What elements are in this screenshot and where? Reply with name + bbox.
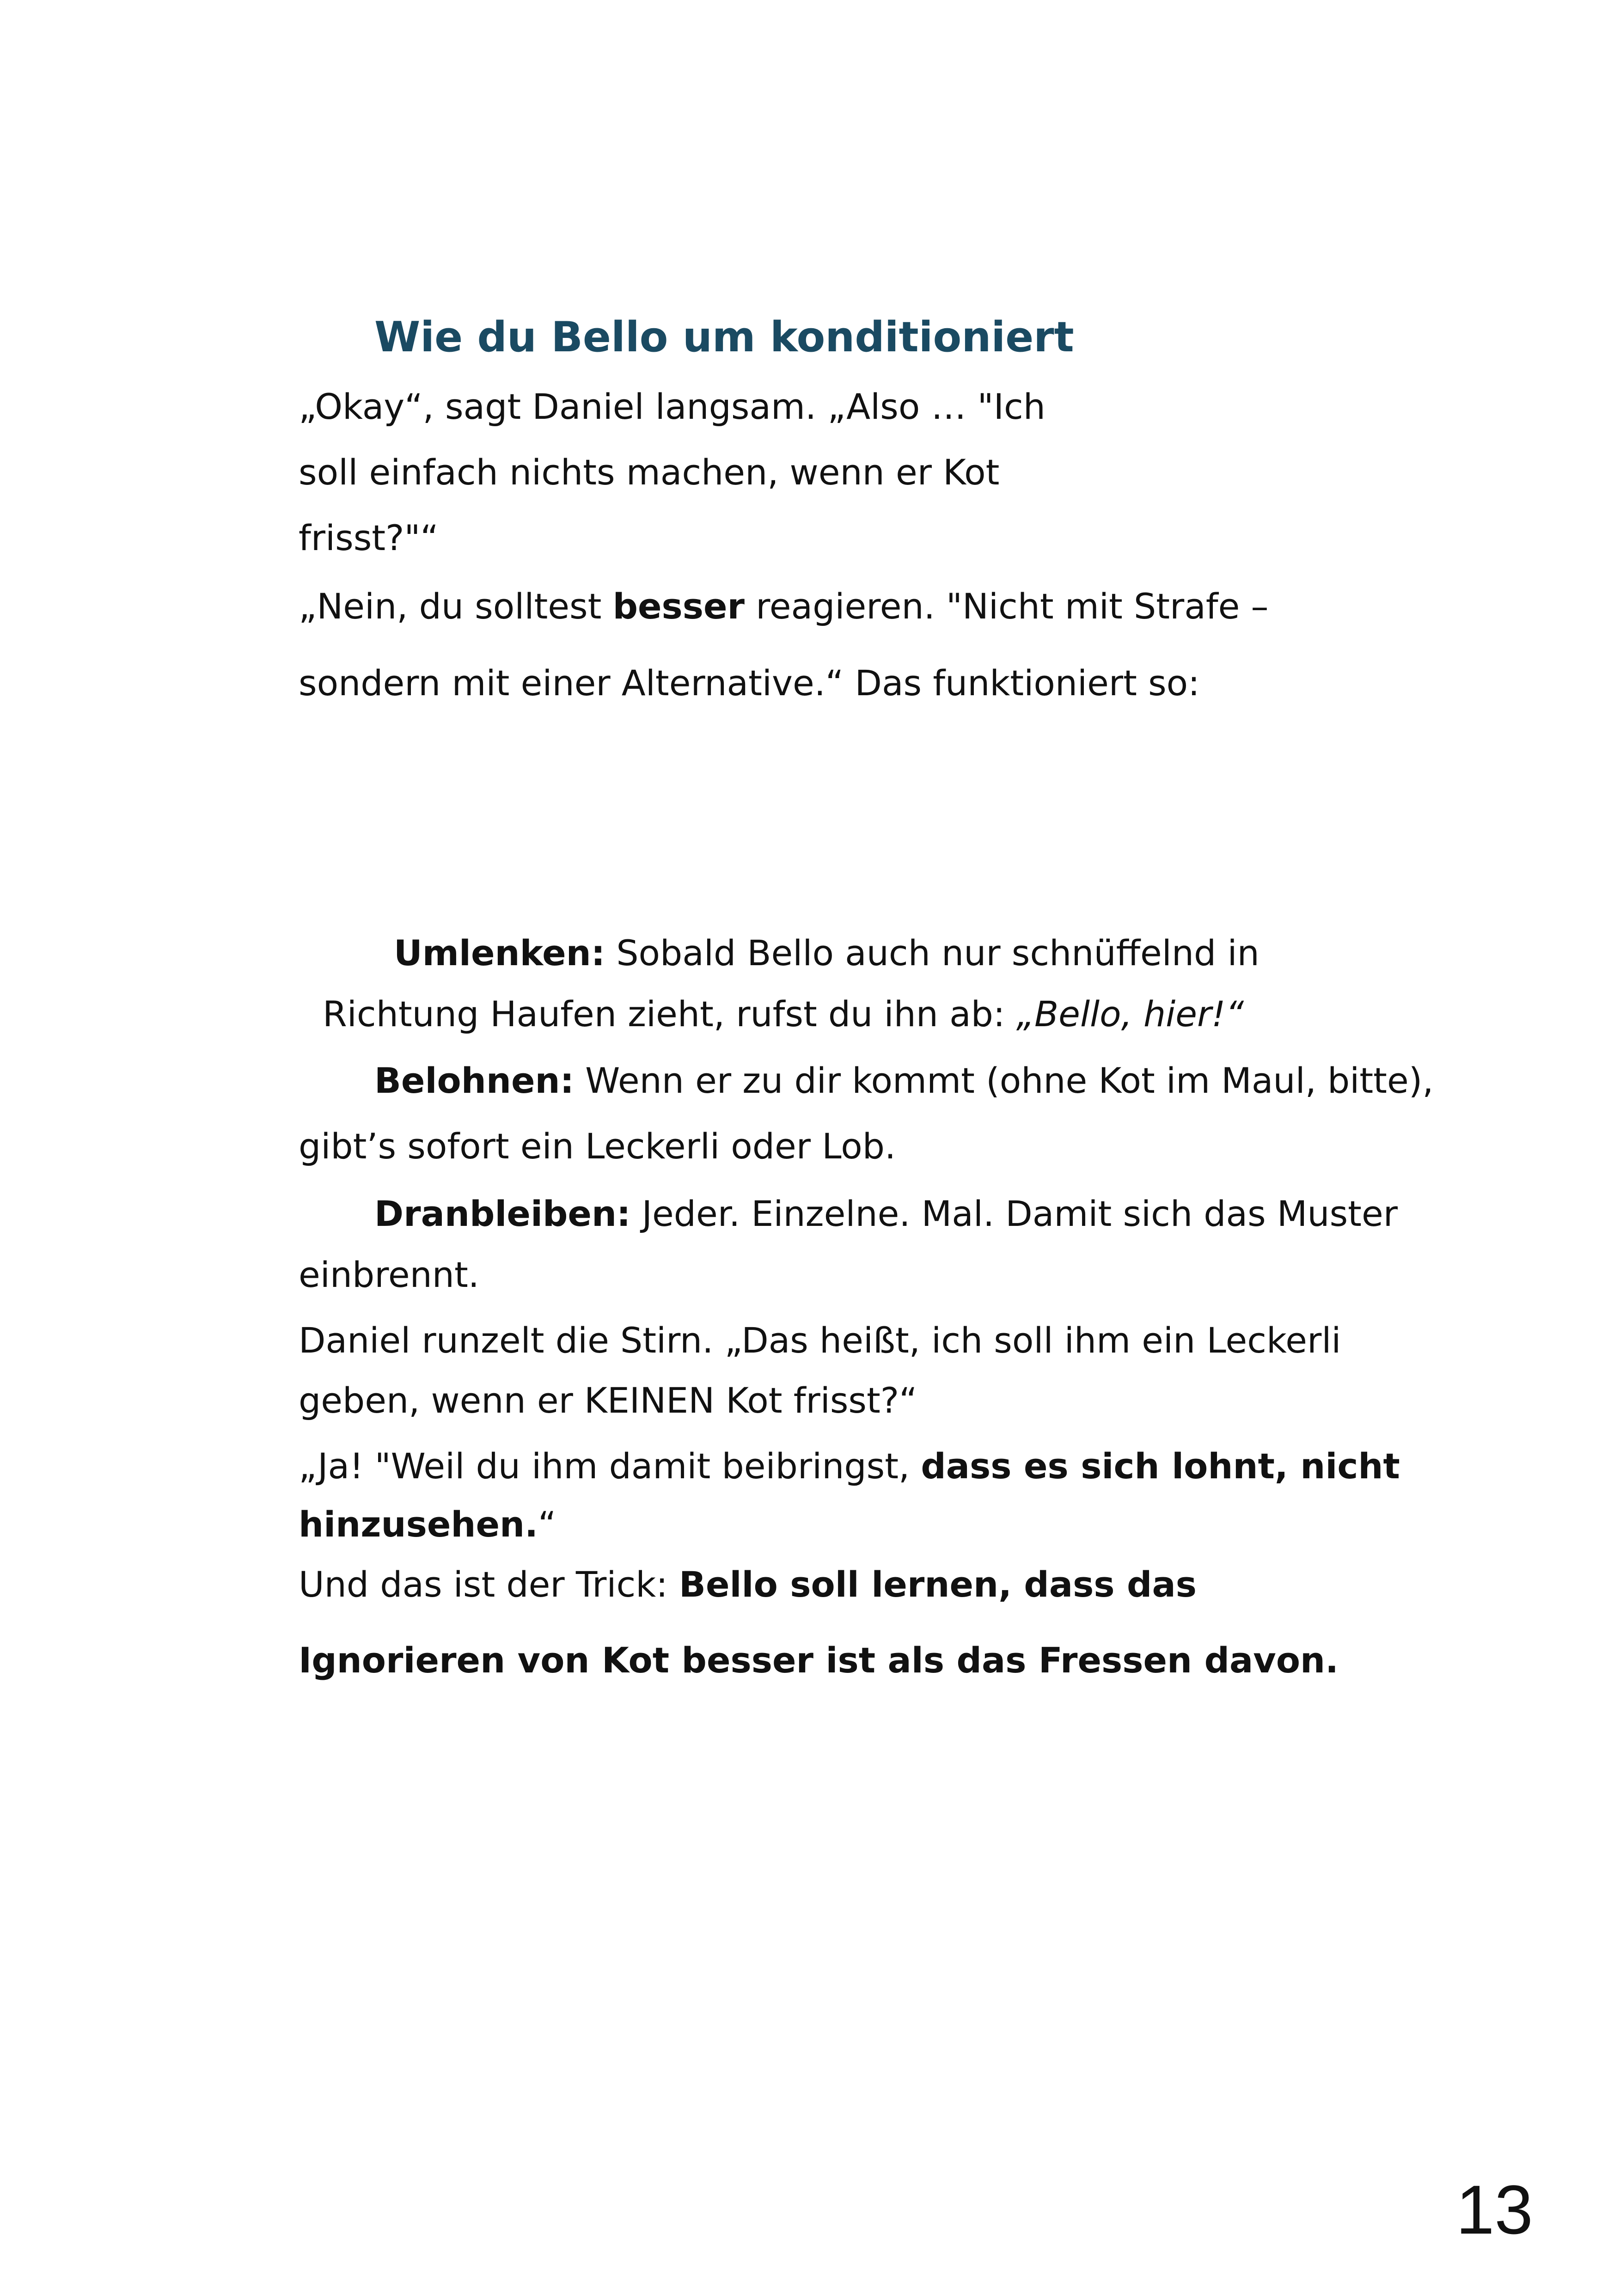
- umlenken-line-2: [323, 992, 1244, 1036]
- belohnen-line-2: gibt’s sofort ein Leckerli oder Lob.: [299, 1126, 896, 1167]
- umlenken-text: Sobald Bello auch nur schnüffelnd in: [605, 932, 1259, 974]
- paragraph-2-line-2: sondern mit einer Alternative.“ Das funktioniert so:: [299, 662, 1200, 704]
- umlenken-text-2: Richtung Haufen zieht, rufst du ihn ab:: [323, 993, 1016, 1035]
- page-number: 13: [1456, 2171, 1533, 2248]
- paragraph-4-bold: dass es sich lohnt, nicht: [921, 1445, 1400, 1487]
- paragraph-5-line-1: [299, 1562, 1197, 1607]
- paragraph-5-bold: Bello soll lernen, dass das: [679, 1564, 1197, 1605]
- paragraph-1-line-1: „Okay“, sagt Daniel langsam. „Also … "Ich: [299, 386, 1045, 427]
- paragraph-3-line-1: Daniel runzelt die Stirn. „Das heißt, ich soll ihm ein Leckerli: [299, 1320, 1341, 1361]
- page-heading: Wie du Bello um konditioniert: [374, 313, 1074, 361]
- paragraph-5-text: Und das ist der Trick:: [299, 1564, 679, 1605]
- paragraph-3-line-2: geben, wenn er KEINEN Kot frisst?“: [299, 1380, 917, 1421]
- umlenken-quote: „Bello, hier!“: [1016, 993, 1244, 1035]
- paragraph-4-bold-2: hinzusehen.: [299, 1504, 538, 1545]
- belohnen-label: Belohnen:: [374, 1060, 574, 1101]
- belohnen-line-1: [374, 1059, 1434, 1103]
- paragraph-1-line-3: frisst?"“: [299, 517, 439, 558]
- paragraph-2-line-1: [299, 584, 1269, 629]
- paragraph-4-text: „Ja! "Weil du ihm damit beibringst,: [299, 1445, 921, 1487]
- paragraph-5-line-2: Ignorieren von Kot besser ist als das Fressen davon.: [299, 1640, 1339, 1681]
- paragraph-2-text-end: reagieren. "Nicht mit Strafe –: [745, 586, 1269, 627]
- paragraph-4-line-1: [299, 1444, 1400, 1488]
- paragraph-4-line-2: [299, 1502, 556, 1547]
- umlenken-label: Umlenken:: [394, 932, 605, 974]
- dranbleiben-label: Dranbleiben:: [374, 1193, 631, 1234]
- dranbleiben-line-2: einbrennt.: [299, 1254, 479, 1295]
- umlenken-line-1: [394, 931, 1259, 975]
- dranbleiben-line-1: [374, 1192, 1398, 1236]
- paragraph-1-line-2: soll einfach nichts machen, wenn er Kot: [299, 452, 1000, 493]
- paragraph-4-quote-end: “: [538, 1504, 556, 1545]
- paragraph-2-bold: besser: [612, 586, 745, 627]
- dranbleiben-text: Jeder. Einzelne. Mal. Damit sich das Muster: [630, 1193, 1398, 1234]
- paragraph-2-text: „Nein, du solltest: [299, 586, 613, 627]
- belohnen-text: Wenn er zu dir kommt (ohne Kot im Maul, bitte),: [574, 1060, 1434, 1101]
